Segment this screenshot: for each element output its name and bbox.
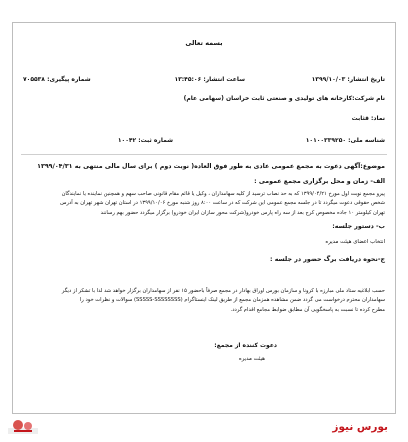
- company-name: نام شرکت:کارخانه های تولیدی و صنعتی ثابت خراسان (سهامی عام): [183, 95, 385, 102]
- brand-logo: بورس نیوز: [332, 421, 388, 433]
- subject-title: موضوع:آگهی دعوت به مجمع عمومی عادی به طور فوق العاده( نوبت دوم ) برای سال مالی منتهی به ۱۳۹۹/۰۴/۳۱: [37, 163, 385, 170]
- corner-logo-icon: [6, 416, 40, 440]
- basmala: بسمه تعالی: [185, 39, 223, 47]
- section-c-paragraph: [23, 287, 385, 315]
- paragraph-line: مطرح کرده تا نسبت به پاسخگویی آن مطابق ضوابط مجامع اقدام گردد.: [230, 306, 385, 313]
- national-id: شناسه ملی: ۱۰۱۰۰۳۳۹۲۵۰: [305, 137, 385, 144]
- symbol: نماد: قثابت: [351, 115, 385, 122]
- paragraph-line: شخص حقوقی دعوت میگردد تا در جلسه مجمع عمومی این شرکت که در ساعت ۸:۰۰ روز شنبه مورخ ۱۳۹۹/۱۰/۰۶ در استان تهران شهر تهران به آدرس: [60, 200, 385, 207]
- tracking-number: شماره پیگیری: ۷۰۵۵۳۸: [23, 76, 91, 83]
- section-a-heading: الف- زمان و محل برگزاری مجمع عمومی :: [254, 178, 385, 185]
- section-b-heading: ب- دستور جلسه:: [332, 223, 385, 230]
- section-c-heading: ج-نحوه دریافت برگ حضور در جلسه :: [269, 256, 385, 263]
- inviter-name: هیئت مدیره: [238, 356, 265, 362]
- publish-date: تاریخ انتشار: ۱۳۹۹/۱۰/۰۳: [311, 76, 385, 83]
- publish-time: ساعت انتشار: ۱۳:۴۵:۰۶: [174, 76, 245, 83]
- section-a-paragraph: [23, 190, 385, 218]
- inviter-label: دعوت کننده از مجمع:: [214, 342, 277, 349]
- divider: [21, 154, 387, 155]
- paragraph-line: حسب ابلاغیه ستاد ملی مبارزه با کرونا و سازمان بورس اوراق بهادار در مجمع صرفاً باحضور ۱۵ نفر از سهامداران برگزار خواهد شد لذا با تشکر از دیگر: [61, 288, 385, 294]
- announcement-document: [12, 22, 396, 414]
- paragraph-line: پیرو مجمع نوبت اول مورخ ۱۳۹۹/۰۴/۲۱ که به حد نصاب ترسید از کلیه سهامداران ، وکیل یا قائم مقام قانونی صاحب سهم و همچنین نماینده یا نمایندگان: [61, 191, 385, 197]
- agenda-item: انتخاب اعضای هیئت مدیره: [325, 239, 385, 245]
- paragraph-line: سهامداران محترم درخواست می گردد ضمن مشاهده همزمان مجمع از طریق لینک اینستاگرام (SSSSS-SSSSSSSS) سوالات و نظرات خود را: [79, 297, 385, 304]
- registration-number: شماره ثبت: ۱۰۰۴۲: [117, 137, 173, 144]
- paragraph-line: تهران کیلومتر ۱۰ جاده مخصوص کرج بعد از سه راه پارس خودرو(شرکت محور سازان ایران خودرو) برگزار میگردد حضور بهم رسانند: [100, 209, 385, 216]
